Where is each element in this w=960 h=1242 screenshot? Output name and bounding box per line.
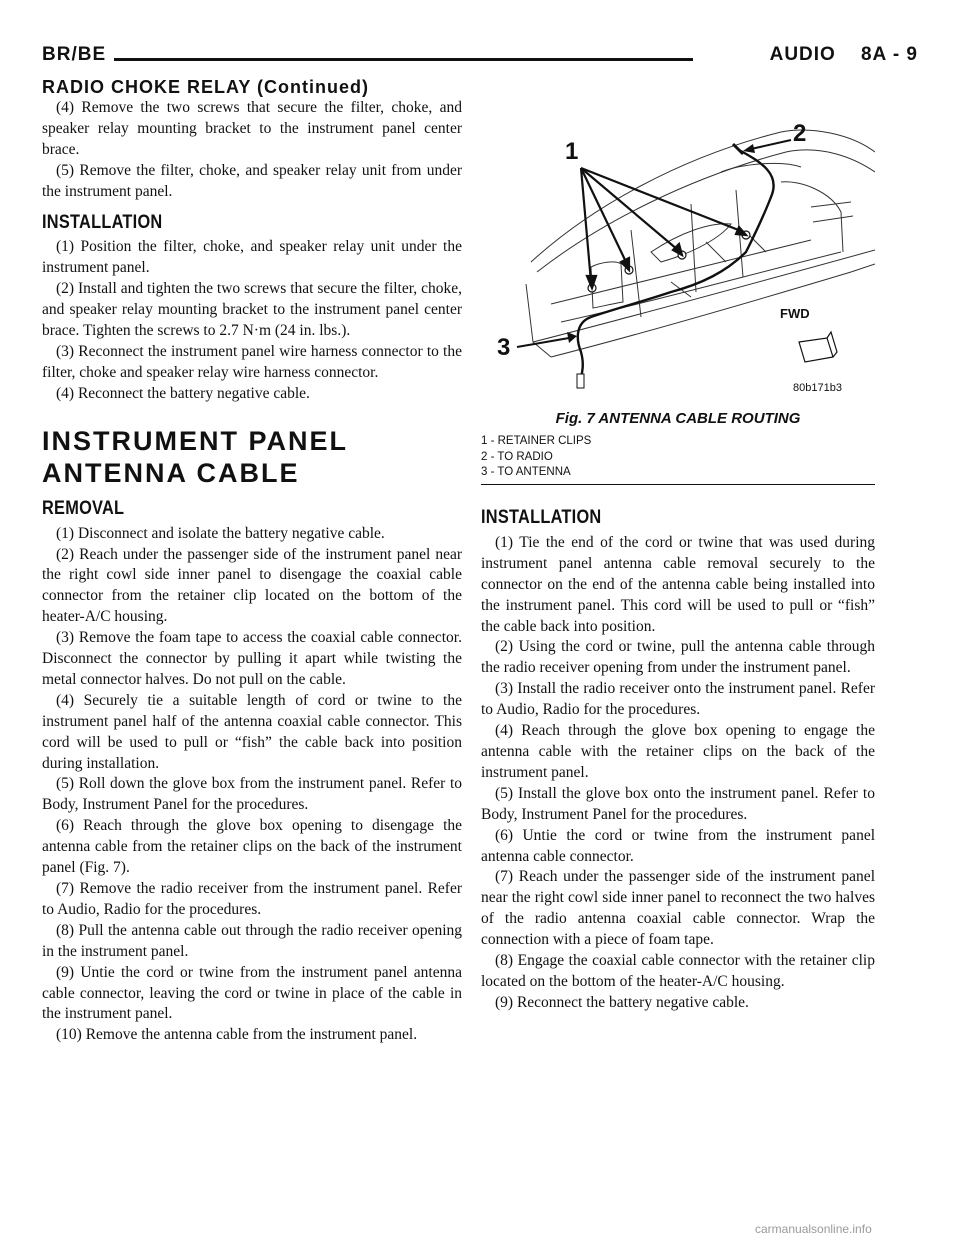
removal-step: (8) Pull the antenna cable out through the radio receiver opening in the instrument panel. [42,921,462,960]
installation-step: (8) Engage the coaxial cable connector with the retainer clip located on the bottom of the heater-A/C housing. [481,952,875,990]
section-title [42,425,462,489]
removal-step: (6) Reach through the glove box opening to disengage the antenna cable from the retainer clips on the back of the instrument panel (Fig. 7). [42,817,462,877]
installation-step: (2) Install and tighten the two screws that secure the filter, choke, and speaker relay mounting bracket to the instrument panel center brace. Tighten the screws to 2.7 N·m (24 in. lbs.). [42,280,462,340]
header-model: BR/BE [42,44,107,65]
installation-step: (5) Install the glove box onto the instrument panel. Refer to Body, Instrument Panel for the procedures. [481,784,875,823]
removal-step: (5) Roll down the glove box from the instrument panel. Refer to Body, Instrument Panel for the procedures. [42,775,462,814]
removal-heading: REMOVAL [42,497,125,519]
figure-legend [481,434,875,481]
installation-step: (1) Tie the end of the cord or twine that was used during instrument panel antenna cable removal securely to the connector on the end of the antenna cable being installed into the instrument panel. This cord will be used to pull or “fish” the cable back into position. [481,533,875,635]
legend-item: 1 - RETAINER CLIPS [481,435,592,447]
installation-step: (6) Untie the cord or twine from the instrument panel antenna cable connector. [481,826,875,865]
left-column [42,98,462,1046]
legend-item: 2 - TO RADIO [481,450,553,463]
removal-step: (1) Disconnect and isolate the battery negative cable. [56,524,385,542]
header-section: AUDIO [769,44,836,65]
removal-step: (4) Securely tie a suitable length of cord or twine to the instrument panel half of the antenna coaxial cable connector. This cord will be used to pull or “fish” the cable back into position during installation. [42,691,462,772]
installation-heading: INSTALLATION [481,507,602,528]
figure-antenna-cable-routing [481,112,875,408]
removal-step: (3) Remove the foam tape to access the coaxial cable connector. Disconnect the connector by pulling it apart while twisting the metal connector halves. Do not pull on the cable. [42,629,462,688]
installation-step: (7) Reach under the passenger side of the instrument panel near the right cowl side inner panel to reconnect the two halves of the radio antenna coaxial cable connector. Wrap the connection with a piece of foam tape. [481,868,875,949]
callout-2: 2 [793,120,807,147]
antenna-cable-diagram [481,112,875,408]
section-title-line: INSTRUMENT PANEL [42,425,348,456]
installation-step: (3) Install the radio receiver onto the instrument panel. Refer to Audio, Radio for the procedures. [481,680,875,719]
removal-step: (10) Remove the antenna cable from the instrument panel. [56,1026,418,1044]
header-rule [114,58,693,61]
callout-3: 3 [497,334,511,361]
fwd-label: FWD [780,306,810,321]
installation-step: (4) Reconnect the battery negative cable. [56,384,310,402]
watermark: carmanualsonline.info [755,1222,872,1236]
installation-step: (3) Reconnect the instrument panel wire harness connector to the filter, choke and speaker relay wire harness connector. [42,342,462,381]
page-header [42,44,918,68]
header-page-number: 8A - 9 [860,44,918,65]
removal-step: (4) Remove the two screws that secure the filter, choke, and speaker relay mounting bracket to the instrument panel center brace. [42,99,462,158]
continued-title: RADIO CHOKE RELAY (Continued) [42,77,370,97]
removal-step: (5) Remove the filter, choke, and speaker relay unit from under the instrument panel. [42,161,462,200]
legend-divider [481,484,875,485]
art-id: 80b171b3 [793,382,842,394]
figure-caption: Fig. 7 ANTENNA CABLE ROUTING [555,410,801,427]
installation-heading: INSTALLATION [42,211,163,233]
installation-step: (1) Position the filter, choke, and speaker relay unit under the instrument panel. [42,238,462,277]
removal-step: (7) Remove the radio receiver from the instrument panel. Refer to Audio, Radio for the procedures. [42,880,462,918]
installation-step: (9) Reconnect the battery negative cable. [495,993,749,1011]
right-column [481,508,875,1014]
section-title-line: ANTENNA CABLE [42,457,300,488]
legend-item: 3 - TO ANTENNA [481,466,571,478]
installation-step: (2) Using the cord or twine, pull the antenna cable through the radio receiver opening from under the instrument panel. [481,638,875,677]
header-page-info [770,44,918,66]
callout-1: 1 [565,138,579,165]
installation-step: (4) Reach through the glove box opening to engage the antenna cable with the retainer clips on the back of the instrument panel. [481,722,875,781]
removal-step: (9) Untie the cord or twine from the instrument panel antenna cable connector, leaving the cord or twine in place of the cable in the instrument panel. [42,963,462,1023]
removal-step: (2) Reach under the passenger side of the instrument panel near the right cowl side inner panel to disengage the coaxial cable connector from the retainer clip located on the bottom of the heater-A/C housing. [42,545,462,626]
